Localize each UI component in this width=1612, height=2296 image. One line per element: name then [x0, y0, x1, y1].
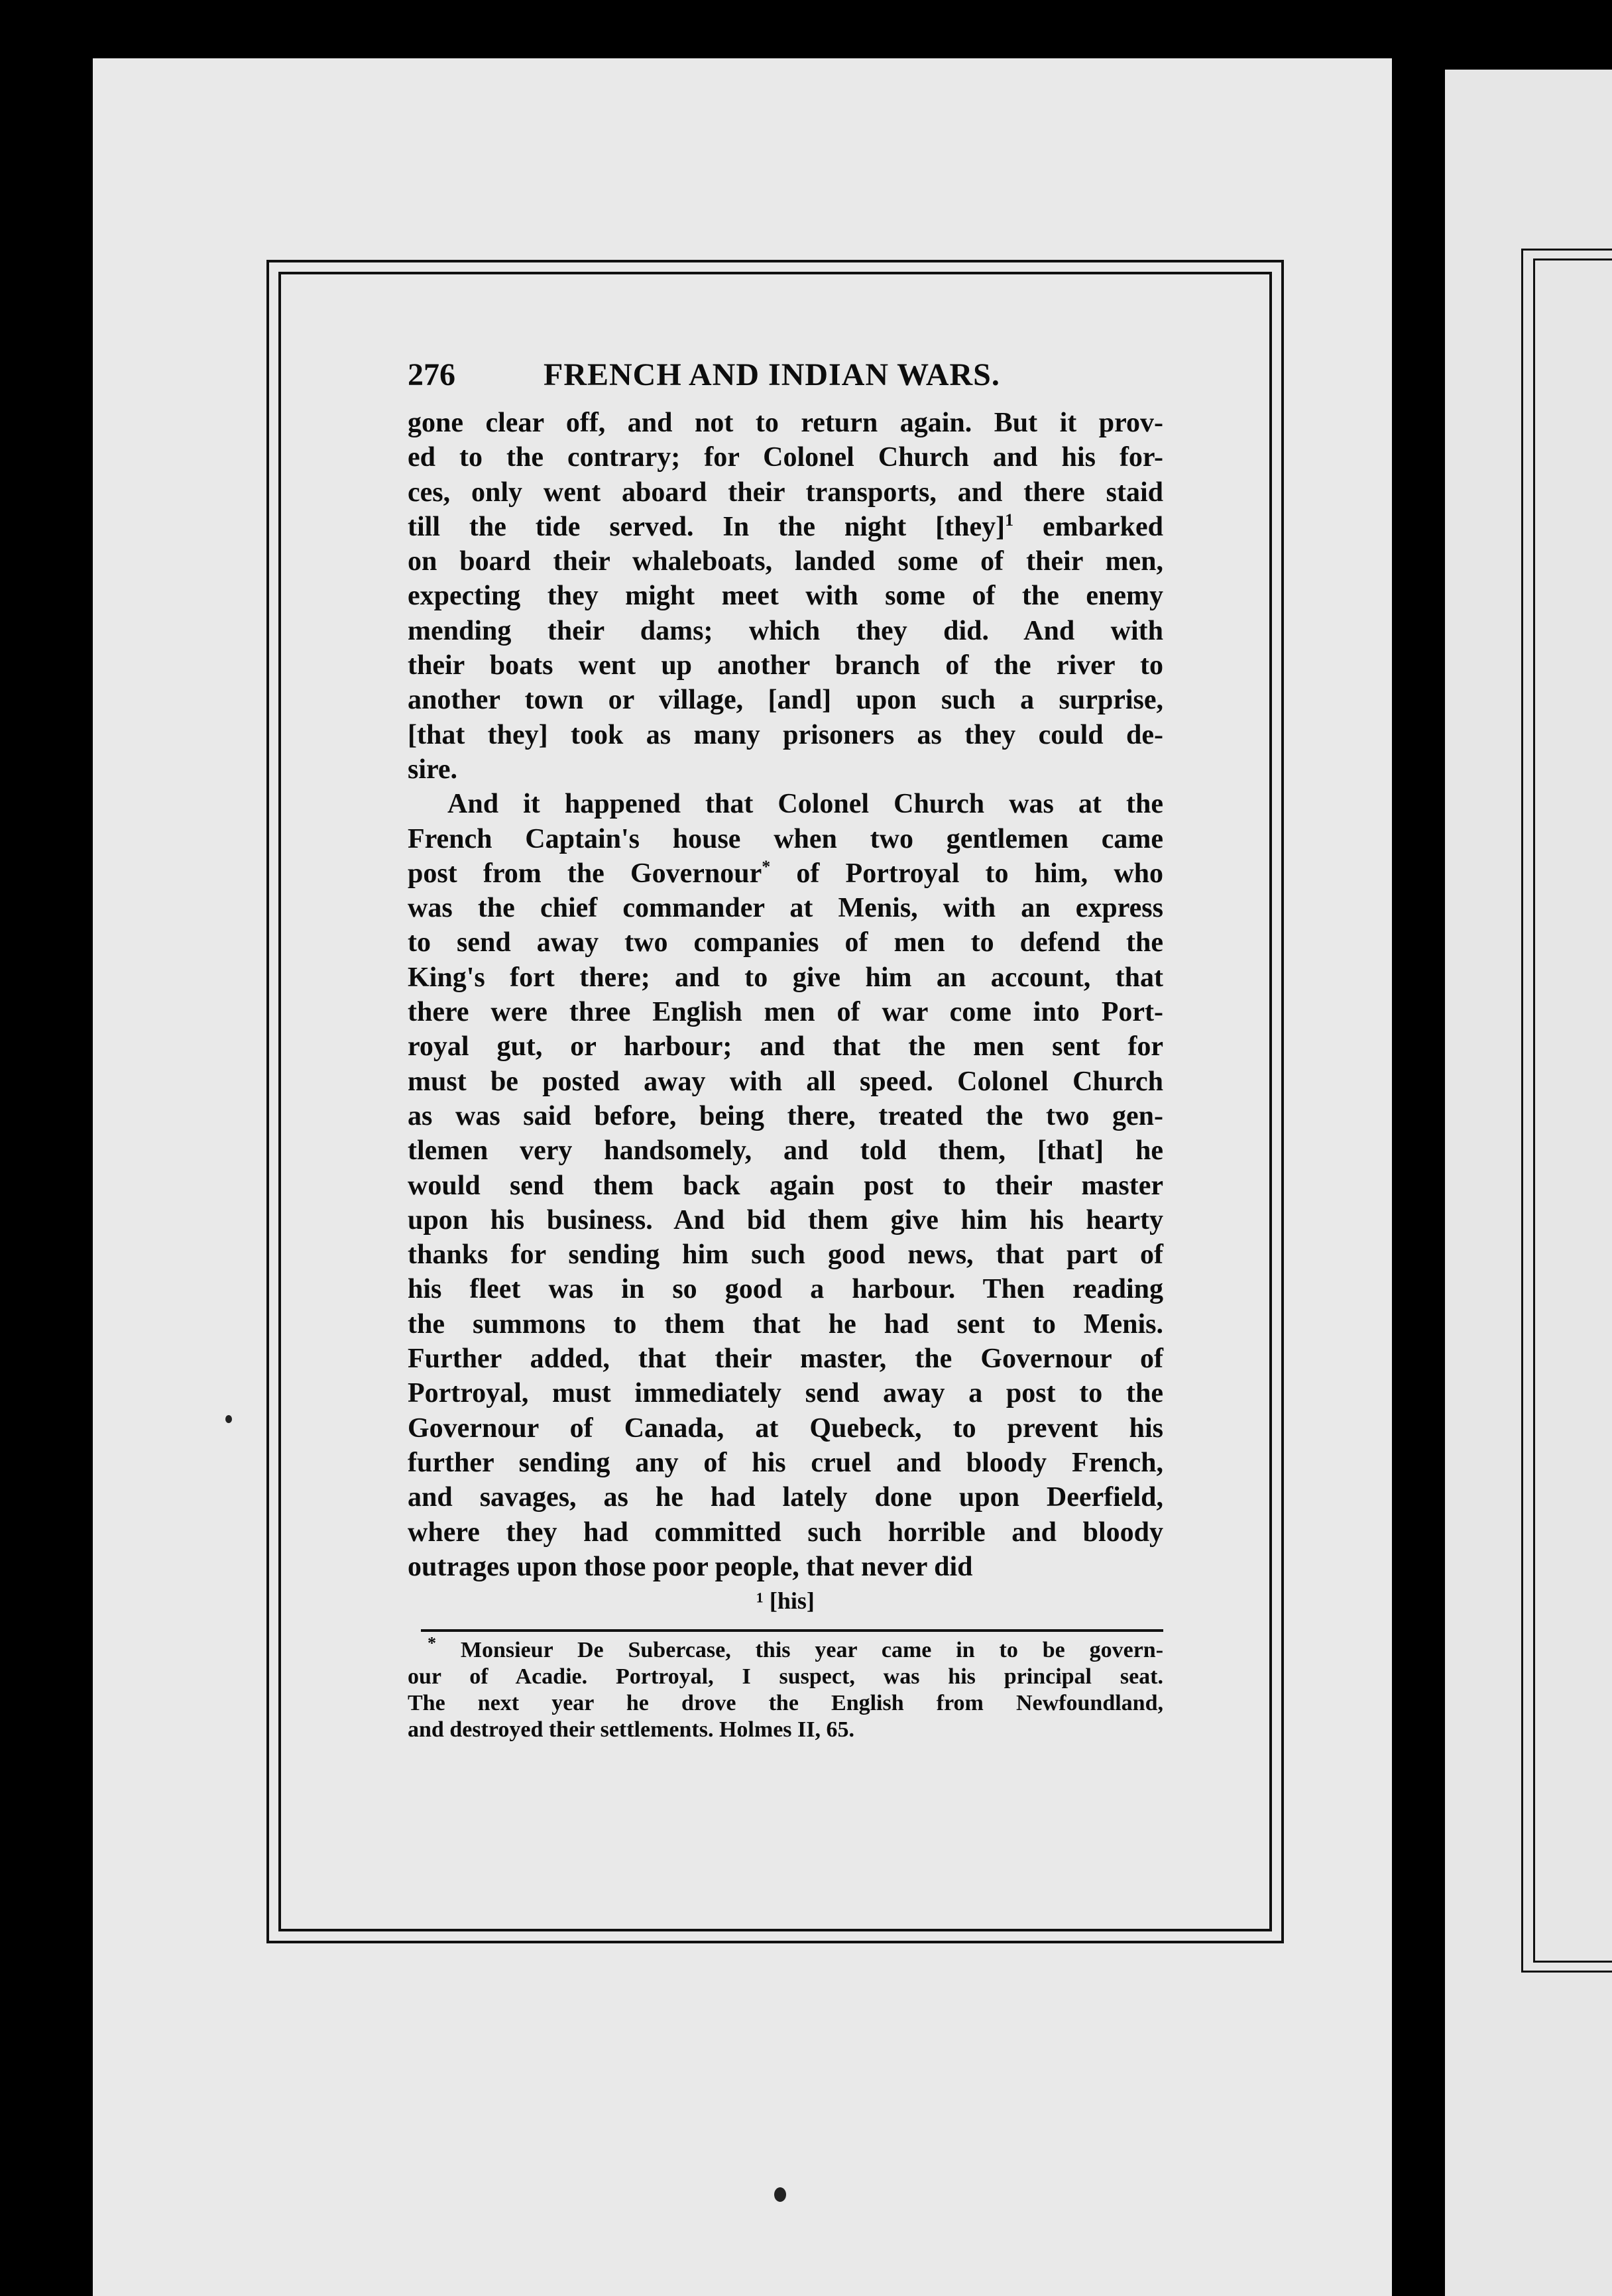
text-line-continuation: of Portroyal to him, who [770, 858, 1164, 889]
text-line [408, 787, 1163, 821]
text-line [408, 1099, 1163, 1133]
page-content [408, 357, 1163, 1743]
text-line-content: upon his business. And bid them give him his hearty [408, 1204, 1163, 1235]
text-line [408, 1446, 1163, 1480]
text-line-content: outrages upon those poor people, that never did [408, 1551, 973, 1582]
running-head: FRENCH AND INDIAN WARS. [544, 357, 1000, 392]
text-line [408, 1307, 1163, 1342]
text-line-content: Portroyal, must immediately send away a post to the [408, 1378, 1163, 1409]
text-line [408, 822, 1163, 856]
text-line-content: mending their dams; which they did. And with [408, 615, 1163, 646]
text-line [408, 1342, 1163, 1376]
text-line [408, 406, 1163, 440]
text-line [408, 995, 1163, 1029]
text-line [408, 856, 1163, 891]
text-line-content: as was said before, being there, treated the two gen- [408, 1100, 1163, 1131]
text-line-content: till the tide served. In the night [they] [408, 511, 1006, 542]
text-line-content: tlemen very handsomely, and told them, [that] he [408, 1135, 1163, 1167]
footnote-line-content: The next year he drove the English from Newfoundland, [408, 1691, 1163, 1716]
text-line [408, 1272, 1163, 1306]
text-line-content: there were three English men of war come into Port- [408, 997, 1163, 1028]
text-line-content: the summons to them that he had sent to Menis. [408, 1308, 1163, 1340]
footnote-rule [421, 1629, 1163, 1632]
text-line [408, 510, 1163, 544]
text-line [408, 1203, 1163, 1237]
text-line-content: expecting they might meet with some of the enemy [408, 581, 1163, 612]
footnote-line [408, 1717, 1163, 1743]
text-line-content: would send them back again post to their master [408, 1170, 1163, 1201]
text-line [408, 891, 1163, 925]
text-line-content: ed to the contrary; for Colonel Church and his for- [408, 442, 1163, 473]
text-line [408, 1133, 1163, 1168]
text-line-content: French Captain's house when two gentlemen came [408, 823, 1163, 854]
text-line-content: [that they] took as many prisoners as they could de- [408, 719, 1163, 750]
text-line-content: their boats went up another branch of the river to [408, 650, 1163, 681]
footnote-line-content: our of Acadie. Portroyal, I suspect, was his principal seat. [408, 1664, 1163, 1690]
text-line-content: must be posted away with all speed. Colonel Church [408, 1066, 1163, 1097]
text-line-content: another town or village, [and] upon such a surprise, [408, 685, 1163, 716]
text-line [408, 440, 1163, 475]
text-line-content: and savages, as he had lately done upon Deerfield, [408, 1482, 1163, 1513]
text-line [408, 1550, 1163, 1584]
text-line-content: thanks for sending him such good news, that part of [408, 1239, 1163, 1271]
text-line-content: on board their whaleboats, landed some of their men, [408, 546, 1163, 577]
text-line [408, 1064, 1163, 1099]
footnote-line [408, 1690, 1163, 1717]
text-line-content: where they had committed such horrible and bloody [408, 1517, 1163, 1548]
text-line [408, 1376, 1163, 1410]
text-line-content: further sending any of his cruel and bloody French, [408, 1447, 1163, 1478]
text-line [408, 579, 1163, 613]
text-line [408, 683, 1163, 717]
text-line-content: sire. [408, 754, 458, 785]
scan-speck [774, 2187, 786, 2202]
text-line-content: was the chief commander at Menis, with an express [408, 893, 1163, 924]
adjacent-page-frame-inner [1533, 258, 1612, 1963]
text-line-content: ces, only went aboard their transports, and there staid [408, 477, 1163, 508]
text-line [408, 1029, 1163, 1064]
text-line-content: royal gut, or harbour; and that the men sent for [408, 1031, 1163, 1062]
footnote-line [408, 1664, 1163, 1690]
footnote-reference: * [762, 856, 771, 876]
paragraph [408, 406, 1163, 787]
text-line-content: post from the Governour [408, 858, 762, 889]
text-line [408, 475, 1163, 510]
text-line-content: Governour of Canada, at Quebeck, to prevent his [408, 1412, 1163, 1444]
text-line [408, 544, 1163, 579]
footnote-line-content: Monsieur De Subercase, this year came in to be govern- [460, 1638, 1164, 1663]
paragraph [408, 787, 1163, 1584]
body-text [408, 406, 1163, 1584]
footnote-line-content: and destroyed their settlements. Holmes II, 65. [408, 1717, 854, 1743]
text-line [408, 614, 1163, 648]
text-line [408, 648, 1163, 683]
footnote-variant-note: ¹ [his] [756, 1587, 815, 1615]
text-line [408, 960, 1163, 995]
page-number: 276 [408, 357, 455, 392]
footnote-marker: * [428, 1633, 436, 1653]
text-line-content: Further added, that their master, the Governour of [408, 1344, 1163, 1375]
text-line-content: to send away two companies of men to defend the [408, 927, 1163, 958]
text-line [408, 1169, 1163, 1203]
text-line-content: gone clear off, and not to return again. But it prov- [408, 408, 1163, 438]
page-header [408, 357, 1163, 406]
text-line [408, 1237, 1163, 1272]
text-line [408, 1515, 1163, 1550]
scan-speck [225, 1415, 232, 1423]
text-line [408, 925, 1163, 960]
text-line-content: his fleet was in so good a harbour. Then reading [408, 1274, 1163, 1305]
footnote-line [408, 1633, 1164, 1664]
text-line-continuation: embarked [1013, 511, 1163, 542]
text-line-content: King's fort there; and to give him an account, that [408, 962, 1163, 993]
text-line [408, 1480, 1163, 1515]
text-line [408, 1411, 1163, 1446]
footnote [408, 1633, 1164, 1743]
footnote-reference: 1 [1005, 510, 1014, 530]
text-line-content: And it happened that Colonel Church was at the [447, 789, 1163, 820]
text-line [408, 752, 1163, 787]
text-line [408, 718, 1163, 752]
